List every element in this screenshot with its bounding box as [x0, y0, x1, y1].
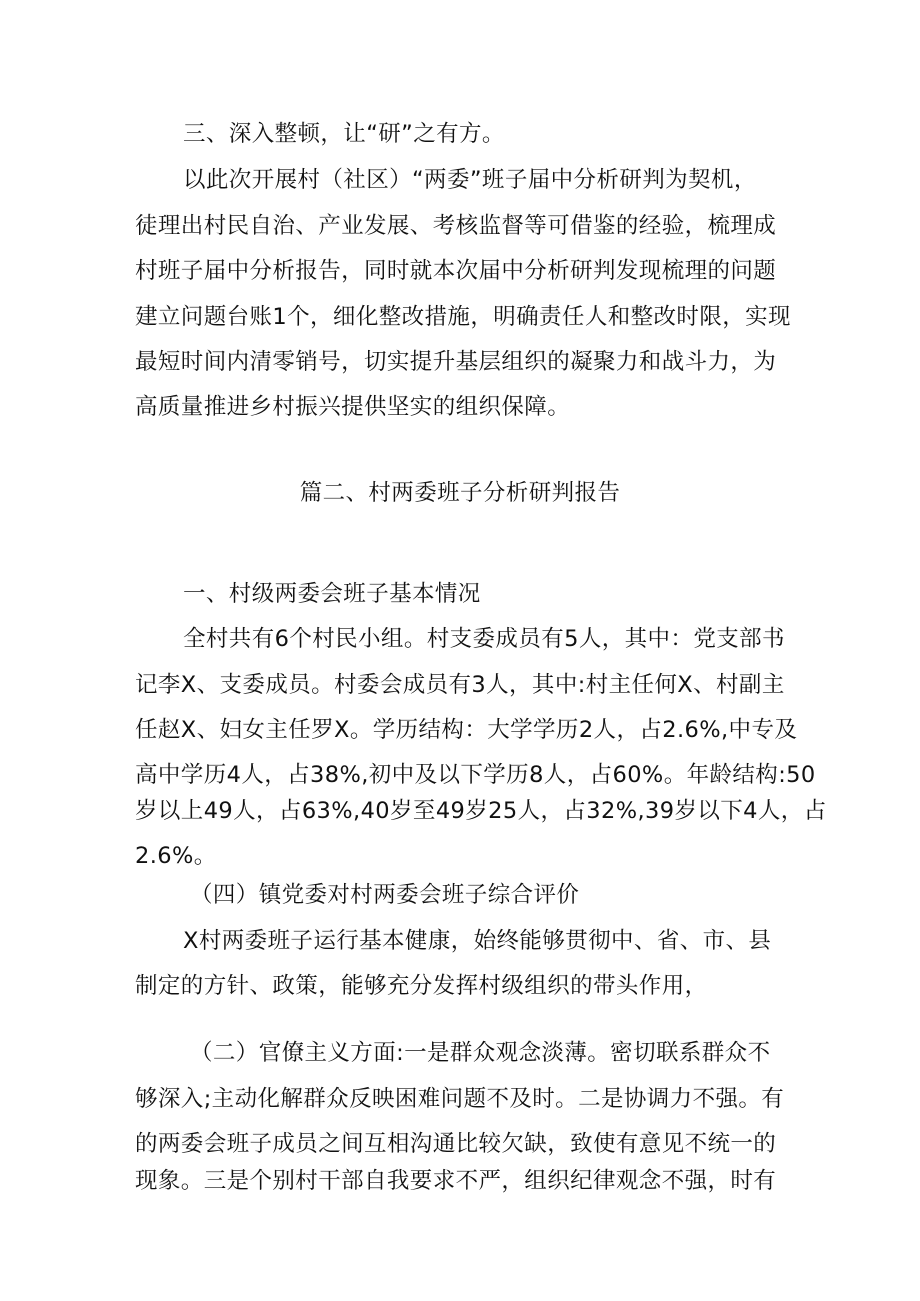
paragraph-line: 建立问题台账1个，细化整改措施，明确责任人和整改时限，实现 — [135, 304, 791, 330]
paragraph-line: （二）官僚主义方面:一是群众观念淡薄。密切联系群众不 — [190, 1040, 771, 1066]
paragraph-line: 岁以上49人，占63%,40岁至49岁25人，占32%,39岁以下4人，占 — [135, 798, 827, 824]
paragraph-line: 2.6%。 — [135, 843, 217, 869]
paragraph-line: 制定的方针、政策，能够充分发挥村级组织的带头作用， — [135, 973, 708, 999]
paragraph-line: 够深入;主动化解群众反映困难问题不及时。二是协调力不强。有 — [135, 1086, 785, 1112]
paragraph-line: 的两委会班子成员之间互相沟通比较欠缺，致使有意见不统一的 — [135, 1131, 777, 1157]
paragraph-line: 最短时间内清零销号，切实提升基层组织的凝聚力和战斗力，为 — [135, 349, 777, 375]
section-heading-evaluation: （四）镇党委对村两委会班子综合评价 — [190, 882, 580, 908]
paragraph-line: 现象。三是个别村干部自我要求不严，组织纪律观念不强，时有 — [135, 1168, 777, 1194]
paragraph-line: 高中学历4人，占38%,初中及以下学历8人，占60%。年龄结构:50 — [135, 762, 816, 788]
paragraph-line: 徒理出村民自治、产业发展、考核监督等可借鉴的经验，梳理成 — [135, 213, 777, 239]
article-title: 篇二、村两委班子分析研判报告 — [299, 480, 621, 506]
paragraph-line: 以此次开展村（社区）“两委”班子届中分析研判为契机， — [183, 167, 757, 193]
section-heading-deepen-rectification: 三、深入整顿，让“研”之有方。 — [183, 121, 505, 147]
paragraph-line: X村两委班子运行基本健康，始终能够贯彻中、省、市、县 — [183, 928, 772, 954]
paragraph-line: 任赵X、妇女主任罗X。学历结构：大学学历2人，占2.6%,中专及 — [135, 717, 798, 743]
paragraph-line: 高质量推进乡村振兴提供坚实的组织保障。 — [135, 394, 571, 420]
paragraph-line: 全村共有6个村民小组。村支委成员有5人，其中：党支部书 — [183, 626, 785, 652]
section-heading-basic-situation: 一、村级两委会班子基本情况 — [183, 581, 481, 607]
paragraph-line: 村班子届中分析报告，同时就本次届中分析研判发现梳理的问题 — [135, 258, 777, 284]
paragraph-line: 记李X、支委成员。村委会成员有3人，其中:村主任何X、村副主 — [135, 672, 785, 698]
